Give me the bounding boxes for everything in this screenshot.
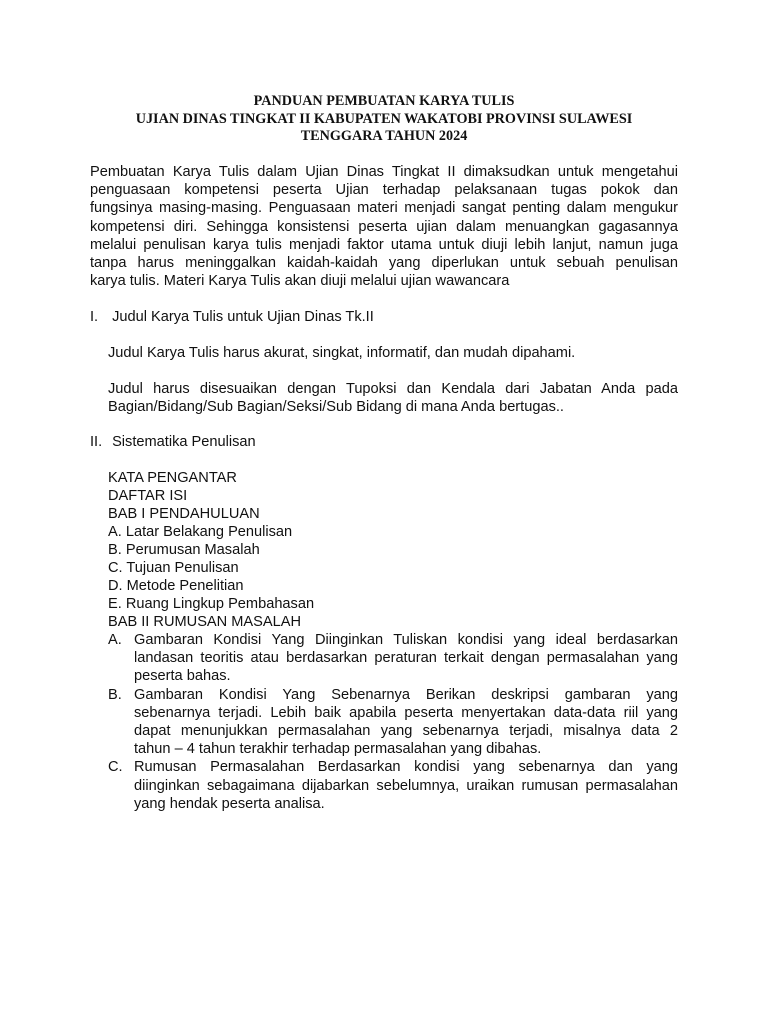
- list-marker: A.: [108, 632, 122, 648]
- list-line: peserta bahas.: [134, 668, 231, 685]
- outline-item: E. Ruang Lingkup Pembahasan: [108, 596, 315, 612]
- list-line: dapat menunjukkan permasalahan yang sebenarnya terjadi, misalnya data 2: [134, 723, 678, 740]
- list-item-text: [134, 631, 678, 686]
- outline-item: B. Perumusan Masalah: [108, 542, 260, 558]
- list-line: landasan teoritis atau berdasarkan peraturan terkait dengan permasalahan yang: [134, 650, 678, 667]
- list-item: [108, 631, 678, 686]
- intro-line: karya tulis. Materi Karya Tulis akan diuji melalui ujian wawancara: [90, 273, 510, 290]
- list-line: Gambaran Kondisi Yang Diinginkan Tuliskan kondisi yang ideal berdasarkan: [134, 632, 678, 648]
- list-item: [108, 758, 678, 813]
- section-1-paragraph-2: [108, 380, 678, 416]
- outline-item: KATA PENGANTAR: [108, 470, 237, 486]
- list-line: tahun – 4 tahun terakhir terhadap permasalahan yang dibahas.: [134, 741, 542, 758]
- document-title: [90, 93, 678, 146]
- section-2-number: II.: [90, 434, 103, 450]
- outline-item: DAFTAR ISI: [108, 488, 188, 504]
- list-marker: C.: [108, 759, 123, 776]
- list-item: [108, 686, 678, 759]
- list-line: yang hendak peserta analisa.: [134, 795, 325, 812]
- section-1-number: I.: [90, 309, 99, 325]
- paragraph-line: Judul Karya Tulis harus akurat, singkat, informatif, dan mudah dipahami.: [108, 345, 576, 361]
- list-line: sebenarnya terjadi. Lebih baik apabila peserta menyertakan data-data riil yang: [134, 704, 678, 721]
- outline-item: C. Tujuan Penulisan: [108, 560, 239, 576]
- intro-line: penguasaan kompetensi peserta Ujian terhadap pelaksanaan tugas pokok dan: [90, 182, 678, 199]
- section-1-paragraph-1: [108, 344, 678, 362]
- section-1-title: Judul Karya Tulis untuk Ujian Dinas Tk.II: [112, 309, 374, 325]
- intro-line: kompetensi diri. Sehingga konsistensi peserta ujian dalam menuangkan gagasannya: [90, 218, 678, 235]
- systematics-outline: [108, 469, 678, 631]
- intro-line: melalui penulisan karya tulis menjadi faktor utama untuk diuji lebih lanjut, namun juga: [90, 236, 678, 253]
- intro-line: tanpa harus meninggalkan kaidah-kaidah yang diperlukan untuk sebuah penulisan: [90, 255, 678, 272]
- problem-formulation-list: [108, 631, 678, 813]
- intro-line: Pembuatan Karya Tulis dalam Ujian Dinas Tingkat II dimaksudkan untuk mengetahui: [90, 164, 678, 180]
- section-2-title: Sistematika Penulisan: [112, 434, 256, 450]
- outline-item: BAB I PENDAHULUAN: [108, 506, 260, 522]
- outline-item: A. Latar Belakang Penulisan: [108, 524, 293, 540]
- list-line: diinginkan sebagaimana dijabarkan sebelumnya, uraikan rumusan permasalahan: [134, 777, 678, 794]
- intro-paragraph: [90, 163, 678, 290]
- list-item-text: [134, 758, 678, 813]
- title-line-1: PANDUAN PEMBUATAN KARYA TULIS: [253, 93, 515, 109]
- list-marker: B.: [108, 686, 122, 703]
- list-line: Gambaran Kondisi Yang Sebenarnya Berikan deskripsi gambaran yang: [134, 686, 678, 703]
- paragraph-line: Bagian/Bidang/Sub Bagian/Seksi/Sub Bidang di mana Anda bertugas..: [108, 399, 564, 416]
- outline-item: BAB II RUMUSAN MASALAH: [108, 614, 302, 630]
- title-line-3: TENGGARA TAHUN 2024: [300, 128, 468, 145]
- list-line: Rumusan Permasalahan Berdasarkan kondisi yang sebenarnya dan yang: [134, 759, 678, 776]
- paragraph-line: Judul harus disesuaikan dengan Tupoksi dan Kendala dari Jabatan Anda pada: [108, 381, 678, 397]
- title-line-2: UJIAN DINAS TINGKAT II KABUPATEN WAKATOBI PROVINSI SULAWESI: [135, 110, 633, 127]
- section-1-heading: [90, 308, 678, 326]
- outline-item: D. Metode Penelitian: [108, 578, 244, 594]
- list-item-text: [134, 686, 678, 759]
- section-2-heading: [90, 433, 678, 451]
- intro-line: fungsinya masing-masing. Penguasaan materi menjadi sangat penting dalam mengukur: [90, 200, 678, 217]
